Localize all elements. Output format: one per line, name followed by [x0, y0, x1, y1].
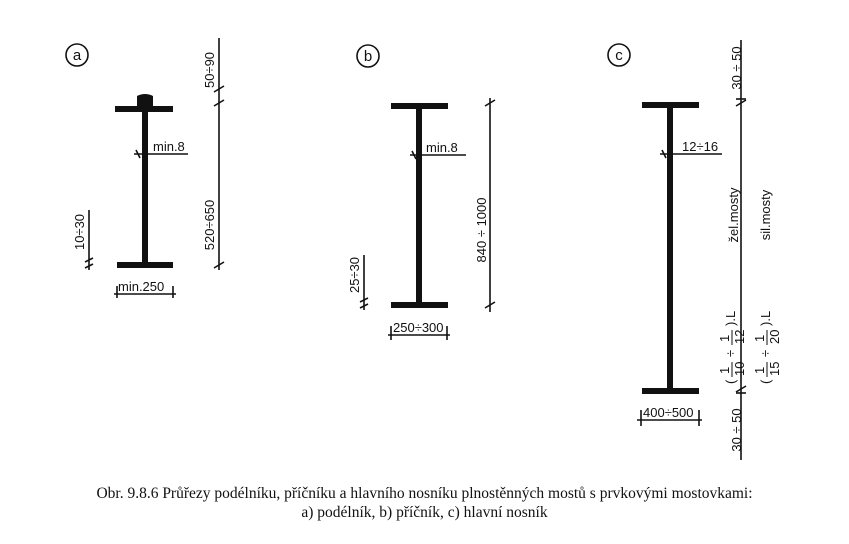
panel-c-bottom-offset: 30 ÷ 50: [729, 408, 744, 452]
panel-b-top-flange: [391, 103, 448, 109]
panel-c-flange-width: 400÷500: [643, 405, 694, 420]
panel-c-web-thickness: 12÷16: [682, 139, 719, 154]
panel-b-letter: b: [363, 48, 373, 65]
panel-c-rail-ratio: [717, 311, 747, 384]
panel-b-bottom-offset: 25÷30: [347, 256, 362, 294]
svg-text:÷: ÷: [758, 349, 773, 357]
panel-a-web-thickness: min.8: [153, 139, 185, 154]
panel-a-top-offset: 50÷90: [202, 51, 217, 89]
panel-a-height: 520÷650: [202, 199, 217, 251]
panel-a-top-flange: [115, 106, 173, 112]
panel-c-bottom-flange: [642, 388, 699, 394]
svg-text:1: 1: [717, 334, 732, 342]
svg-text:20: 20: [767, 329, 782, 344]
panel-c-road-label: sil.mosty: [758, 189, 773, 241]
svg-text:).L: ).L: [723, 310, 738, 326]
caption-line-2: a) podélník, b) příčník, c) hlavní nosník: [301, 504, 548, 521]
panel-a-bottom-flange: [117, 262, 173, 268]
panel-b: [357, 45, 495, 340]
panel-a-bottom-offset: 10÷30: [72, 213, 87, 251]
svg-text:(: (: [758, 379, 773, 384]
panel-a-letter: a: [72, 47, 82, 64]
panel-b-height: 840 ÷ 1000: [474, 197, 489, 263]
panel-c-road-ratio: [752, 311, 782, 384]
svg-text:÷: ÷: [723, 349, 738, 357]
panel-c: [608, 40, 746, 460]
svg-text:).L: ).L: [758, 310, 773, 326]
svg-text:15: 15: [767, 361, 782, 376]
svg-text:1: 1: [717, 366, 732, 374]
panel-b-web-thickness: min.8: [426, 140, 458, 155]
panel-c-rail-label: žel.mosty: [726, 187, 741, 243]
panel-a-flange-width: min.250: [118, 279, 165, 294]
svg-text:1: 1: [752, 334, 767, 342]
panel-b-bottom-flange: [391, 302, 448, 308]
svg-text:1: 1: [752, 366, 767, 374]
panel-c-letter: c: [615, 47, 623, 64]
panel-c-web: [667, 108, 673, 388]
panel-a-web: [142, 112, 148, 262]
panel-c-top-flange: [642, 102, 699, 108]
panel-a-rail-head: [137, 94, 153, 106]
caption-line-1: Obr. 9.8.6 Průřezy podélníku, příčníku a hlavního nosníku plnostěnných mostů s prvkovými mostovkami:: [96, 485, 753, 502]
svg-text:12: 12: [732, 329, 747, 344]
panel-c-top-offset: 30 ÷ 50: [729, 46, 744, 90]
panel-a: [66, 38, 224, 298]
panel-b-flange-width: 250÷300: [393, 320, 444, 335]
svg-text:(: (: [723, 379, 738, 384]
svg-text:10: 10: [732, 361, 747, 376]
panel-b-web: [416, 109, 422, 302]
